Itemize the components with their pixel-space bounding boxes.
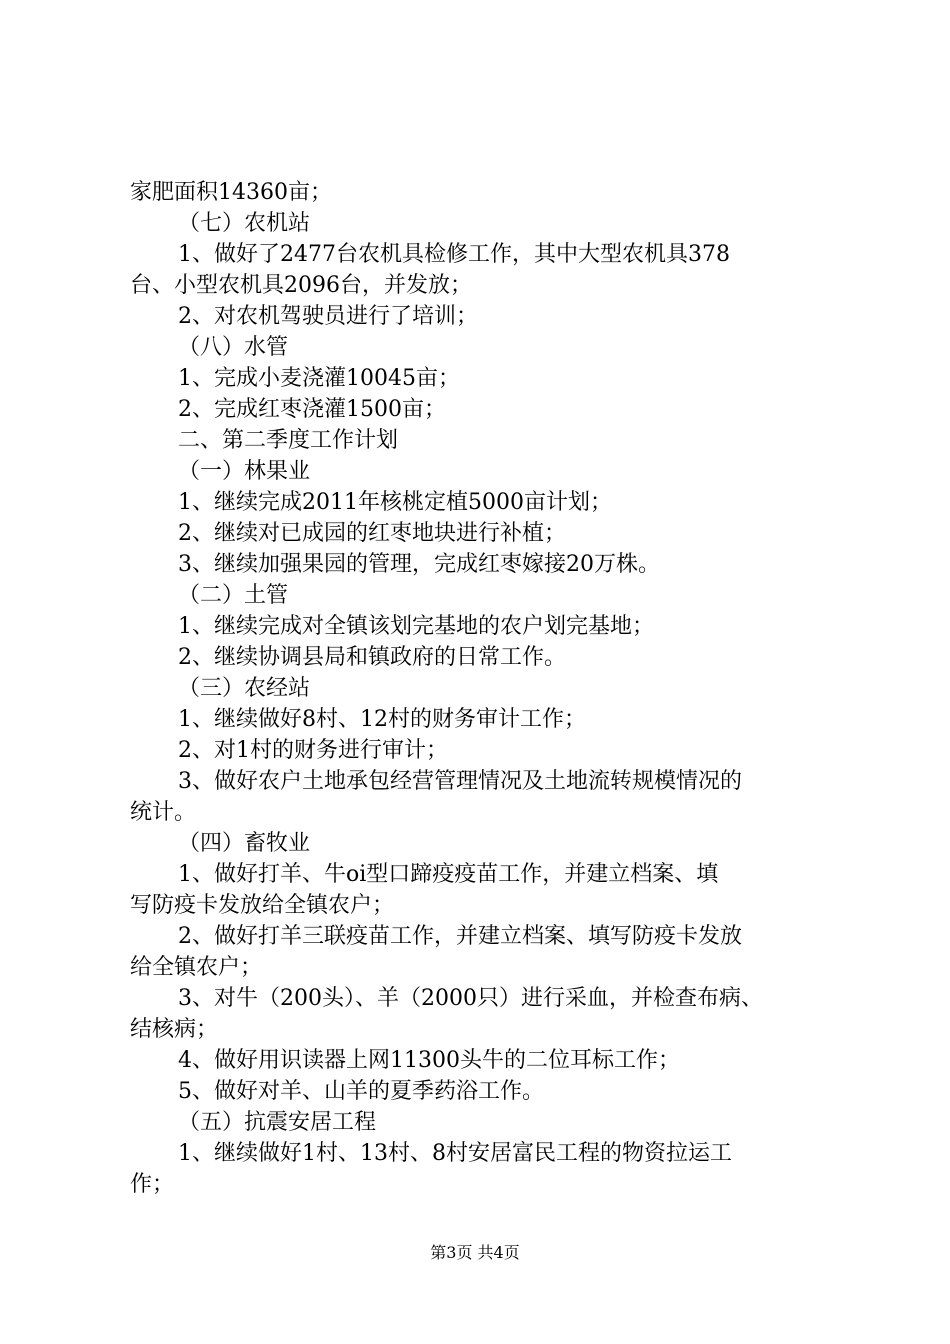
text-line: 统计。 <box>130 800 197 825</box>
text-line: 2、对农机驾驶员进行了培训； <box>178 304 478 329</box>
section-heading: （五）抗震安居工程 <box>178 1110 377 1135</box>
text-line: 作； <box>130 1172 175 1197</box>
text-line: 2、做好打羊三联疫苗工作，并建立档案、填写防疫卡发放 <box>178 924 742 949</box>
text-line: 2、对1村的财务进行审计； <box>178 738 448 763</box>
section-heading: （三）农经站 <box>178 676 311 701</box>
section-heading: （四）畜牧业 <box>178 831 311 856</box>
text-line: 1、做好打羊、牛oi型口蹄疫疫苗工作，并建立档案、填 <box>178 862 719 887</box>
text-line: 1、完成小麦浇灌10045亩； <box>178 366 460 391</box>
text-line: 1、继续做好1村、13村、8村安居富民工程的物资拉运工 <box>178 1141 732 1166</box>
text-line: 给全镇农户； <box>130 955 263 980</box>
text-line: 1、继续完成2011年核桃定植5000亩计划； <box>178 490 612 515</box>
page-number-footer: 第3页 共4页 <box>430 1243 520 1262</box>
section-heading: （七）农机站 <box>178 211 311 236</box>
text-line: 2、继续协调县局和镇政府的日常工作。 <box>178 645 566 670</box>
text-line: 3、继续加强果园的管理，完成红枣嫁接20万株。 <box>178 552 660 577</box>
text-line: 1、继续做好8村、12村的财务审计工作； <box>178 707 586 732</box>
text-line: 1、做好了2477台农机具检修工作，其中大型农机具378 <box>178 242 730 267</box>
section-heading: （八）水管 <box>178 335 289 360</box>
chapter-heading: 二、第二季度工作计划 <box>178 428 399 453</box>
text-line: 写防疫卡发放给全镇农户； <box>130 893 395 918</box>
text-line: 1、继续完成对全镇该划完基地的农户划完基地； <box>178 614 654 639</box>
text-line: 台、小型农机具2096台，并发放； <box>130 273 472 298</box>
text-line: 结核病； <box>130 1017 219 1042</box>
text-line: 3、做好农户土地承包经营管理情况及土地流转规模情况的 <box>178 769 742 794</box>
section-heading: （一）林果业 <box>178 459 311 484</box>
text-line: 5、做好对羊、山羊的夏季药浴工作。 <box>178 1079 544 1104</box>
text-line: 2、完成红枣浇灌1500亩； <box>178 397 446 422</box>
text-line: 家肥面积14360亩； <box>130 180 332 205</box>
section-heading: （二）土管 <box>178 583 289 608</box>
text-line: 4、做好用识读器上网11300头牛的二位耳标工作； <box>178 1048 680 1073</box>
text-line: 2、继续对已成园的红枣地块进行补植； <box>178 521 566 546</box>
text-line: 3、对牛（200头）、羊（2000只）进行采血，并检查布病、 <box>178 986 763 1011</box>
